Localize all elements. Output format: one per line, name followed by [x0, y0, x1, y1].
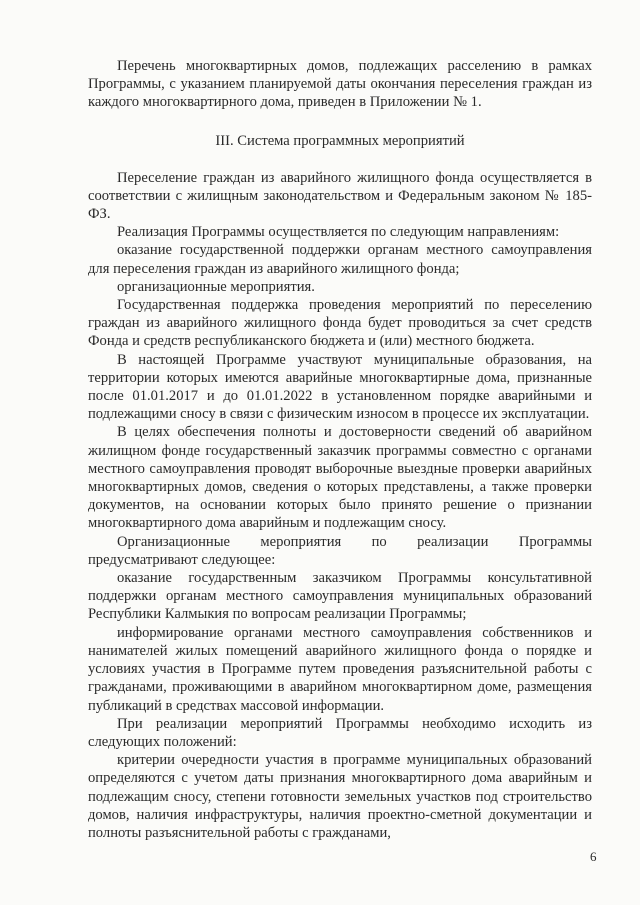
- paragraph-consultative-support: оказание государственным заказчиком Программы консультативной поддержки органам местного самоуправления муниципальных образований Республики Калмыкия по вопросам реализации Программы;: [88, 570, 592, 623]
- paragraph-direction-organizational: организационные мероприятия.: [117, 278, 315, 295]
- paragraph-inspections: В целях обеспечения полноты и достоверности сведений об аварийном жилищном фонде государственный заказчик программы совместно с органами местного самоуправления проводят выборочные выездные проверки аварийных многоквартирных домов, сведения о которых представлены, а также проверки документов, на основании которых было принято решение о признании многоквартирного дома аварийным и подлежащим сносу.: [88, 424, 592, 532]
- paragraph-direction-state-support: оказание государственной поддержки органам местного самоуправления для переселения граждан из аварийного жилищного фонда;: [88, 242, 592, 277]
- page-number: 6: [590, 849, 597, 864]
- paragraph-apartment-list: Перечень многоквартирных домов, подлежащих расселению в рамках Программы, с указанием планируемой даты окончания переселения граждан из каждого многоквартирного дома, приведен в Приложении № 1.: [88, 58, 592, 111]
- paragraph-resettlement-basis: Переселение граждан из аварийного жилищного фонда осуществляется в соответствии с жилищным законодательством и Федеральным законом № 185-ФЗ.: [88, 169, 592, 223]
- paragraph-informing-owners: информирование органами местного самоуправления собственников и нанимателей жилых помещений аварийного жилищного фонда о порядке и условиях участия в Программе путем проведения разъяснительной работы с гражданами, проживающими в аварийном многоквартирном доме, размещения публикаций в средствах массовой информации.: [88, 624, 592, 714]
- section-heading: III. Система программных мероприятий: [215, 132, 465, 149]
- paragraph-state-support: Государственная поддержка проведения мероприятий по переселению граждан из аварийного жилищного фонда будет проводиться за счет средств Фонда и средств республиканского бюджета и (или) местного бюджета.: [88, 297, 592, 350]
- paragraph-directions-intro: Реализация Программы осуществляется по следующим направлениям:: [117, 224, 560, 241]
- paragraph-priority-criteria: критерии очередности участия в программе муниципальных образований определяются с учетом даты признания многоквартирного дома аварийным и подлежащим сносу, степени готовности земельных участков под строительство домов, наличия инфраструктуры, наличия проектно-сметной документации и полноты разъяснительной работы с гражданами,: [88, 752, 592, 841]
- paragraph-principles-intro: При реализации мероприятий Программы необходимо исходить из следующих положений:: [88, 715, 592, 750]
- page-body: [88, 57, 592, 842]
- paragraph-participants: В настоящей Программе участвуют муниципальные образования, на территории которых имеются аварийные многоквартирные дома, признанные после 01.01.2017 и до 01.01.2022 в установленном порядке аварийными и подлежащими сносу в связи с физическим износом в процессе их эксплуатации.: [88, 351, 592, 423]
- paragraph-organizational-measures: Организационные мероприятия по реализации Программы предусматривают следующее:: [88, 533, 592, 568]
